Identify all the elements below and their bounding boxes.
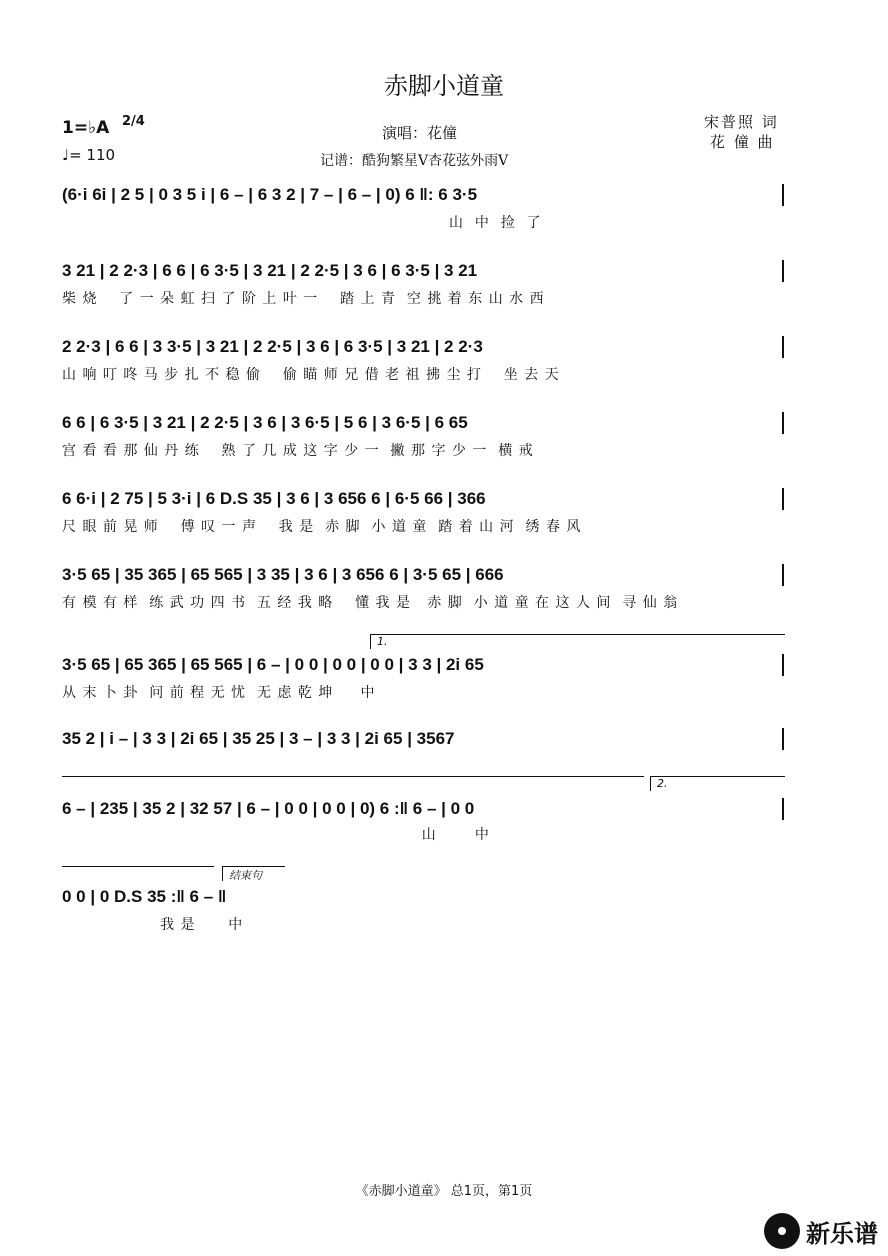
brand-logo — [764, 1213, 878, 1249]
first-ending-label: 1. — [377, 635, 388, 648]
score-line-7 — [62, 650, 784, 701]
vinyl-disc-icon — [764, 1213, 800, 1249]
first-ending-continuation — [62, 776, 644, 791]
lyrics: 尺 眼 前 晃 师 傅 叹 一 声 我 是 赤 脚 小 道 童 踏 着 山 河 绣 春 风 — [62, 519, 582, 535]
key-signature: 1=♭A — [62, 118, 110, 138]
lyrics: 有 模 有 样 练 武 功 四 书 五 经 我 略 懂 我 是 赤 脚 小 道 童 在 这 人 间 寻 仙 翁 — [62, 595, 679, 611]
score-line-3 — [62, 332, 784, 383]
second-ending-label: 2. — [657, 777, 668, 790]
singer-credit: 演唱：花僮 — [382, 124, 458, 142]
notation: 0 0 | 0 D.S 35 :‖ 6 – ‖ — [62, 887, 227, 906]
time-signature: 2/4 — [122, 114, 145, 129]
notation: 35 2 | i – | 3 3 | 2i 65 | 35 25 | 3 – | 3 3 | 2i 65 | 3567 — [62, 729, 455, 748]
coda-bracket — [222, 866, 285, 881]
score-line-2 — [62, 256, 784, 307]
composer-credit: 花 僮 曲 — [710, 133, 775, 151]
lyrics: 山 中 捡 了 — [62, 215, 542, 231]
notation: 2 2·3 | 6 6 | 3 3·5 | 3 21 | 2 2·5 | 3 6 | 6 3·5 | 3 21 | 2 2·3 — [62, 337, 483, 356]
lyrics: 从 末 卜 卦 问 前 程 无 忧 无 虑 乾 坤 中 — [62, 685, 376, 701]
score-line-4 — [62, 408, 784, 459]
barline — [782, 728, 784, 750]
barline — [782, 564, 784, 586]
score-line-9 — [62, 794, 784, 843]
barline — [782, 488, 784, 510]
second-ending-bracket — [650, 776, 785, 791]
score-line-8 — [62, 724, 784, 754]
score-line-6 — [62, 560, 784, 611]
lyricist-credit: 宋普照 词 — [704, 113, 779, 131]
notation: 3 21 | 2 2·3 | 6 6 | 6 3·5 | 3 21 | 2 2·5 | 3 6 | 6 3·5 | 3 21 — [62, 261, 478, 280]
notation: 3·5 65 | 65 365 | 65 565 | 6 – | 0 0 | 0 0 | 0 0 | 3 3 | 2i 65 — [62, 655, 484, 674]
lyrics: 宫 看 看 那 仙 丹 练 熟 了 几 成 这 字 少 一 撇 那 字 少 一 横 戒 — [62, 443, 534, 459]
lyrics: 山 响 叮 咚 马 步 扎 不 稳 偷 偷 瞄 师 兄 借 老 祖 拂 尘 打 坐 去 天 — [62, 367, 560, 383]
score-line-5 — [62, 484, 784, 535]
first-ending-bracket — [370, 634, 785, 649]
barline — [782, 654, 784, 676]
score-title: 赤脚小道童 — [384, 72, 504, 100]
notation: 6 – | 235 | 35 2 | 32 57 | 6 – | 0 0 | 0 0 | 0) 6 :‖ 6 – | 0 0 — [62, 799, 475, 818]
score-line-10 — [62, 882, 292, 933]
coda-label: 结束句 — [229, 869, 262, 882]
brand-name: 新乐谱 — [806, 1219, 878, 1248]
lyrics: 柴 烧 了 一 朵 虹 扫 了 阶 上 叶 一 踏 上 青 空 挑 着 东 山 水 西 — [62, 291, 545, 307]
lyrics: 我 是 中 — [62, 917, 244, 933]
lyrics: 山 中 — [62, 827, 490, 843]
score-line-1 — [62, 180, 784, 231]
barline — [782, 798, 784, 820]
notation: (6·i 6i | 2 5 | 0 3 5 i | 6 – | 6 3 2 | 7 – | 6 – | 0) 6 ‖: 6 3·5 — [62, 185, 478, 204]
barline — [782, 260, 784, 282]
barline — [782, 336, 784, 358]
transcriber-credit: 记谱：酷狗繁星V杏花弦外雨V — [320, 153, 509, 169]
notation: 3·5 65 | 35 365 | 65 565 | 3 35 | 3 6 | 3 656 6 | 3·5 65 | 666 — [62, 565, 504, 584]
tempo-mark: ♩= 110 — [62, 146, 116, 164]
notation: 6 6·i | 2 75 | 5 3·i | 6 D.S 35 | 3 6 | 3 656 6 | 6·5 66 | 366 — [62, 489, 486, 508]
notation: 6 6 | 6 3·5 | 3 21 | 2 2·5 | 3 6 | 3 6·5 | 5 6 | 3 6·5 | 6 65 — [62, 413, 468, 432]
page-footer: 《赤脚小道童》 总1页，第1页 — [355, 1184, 533, 1199]
first-ending-continuation-2 — [62, 866, 214, 881]
barline — [782, 184, 784, 206]
barline — [782, 412, 784, 434]
